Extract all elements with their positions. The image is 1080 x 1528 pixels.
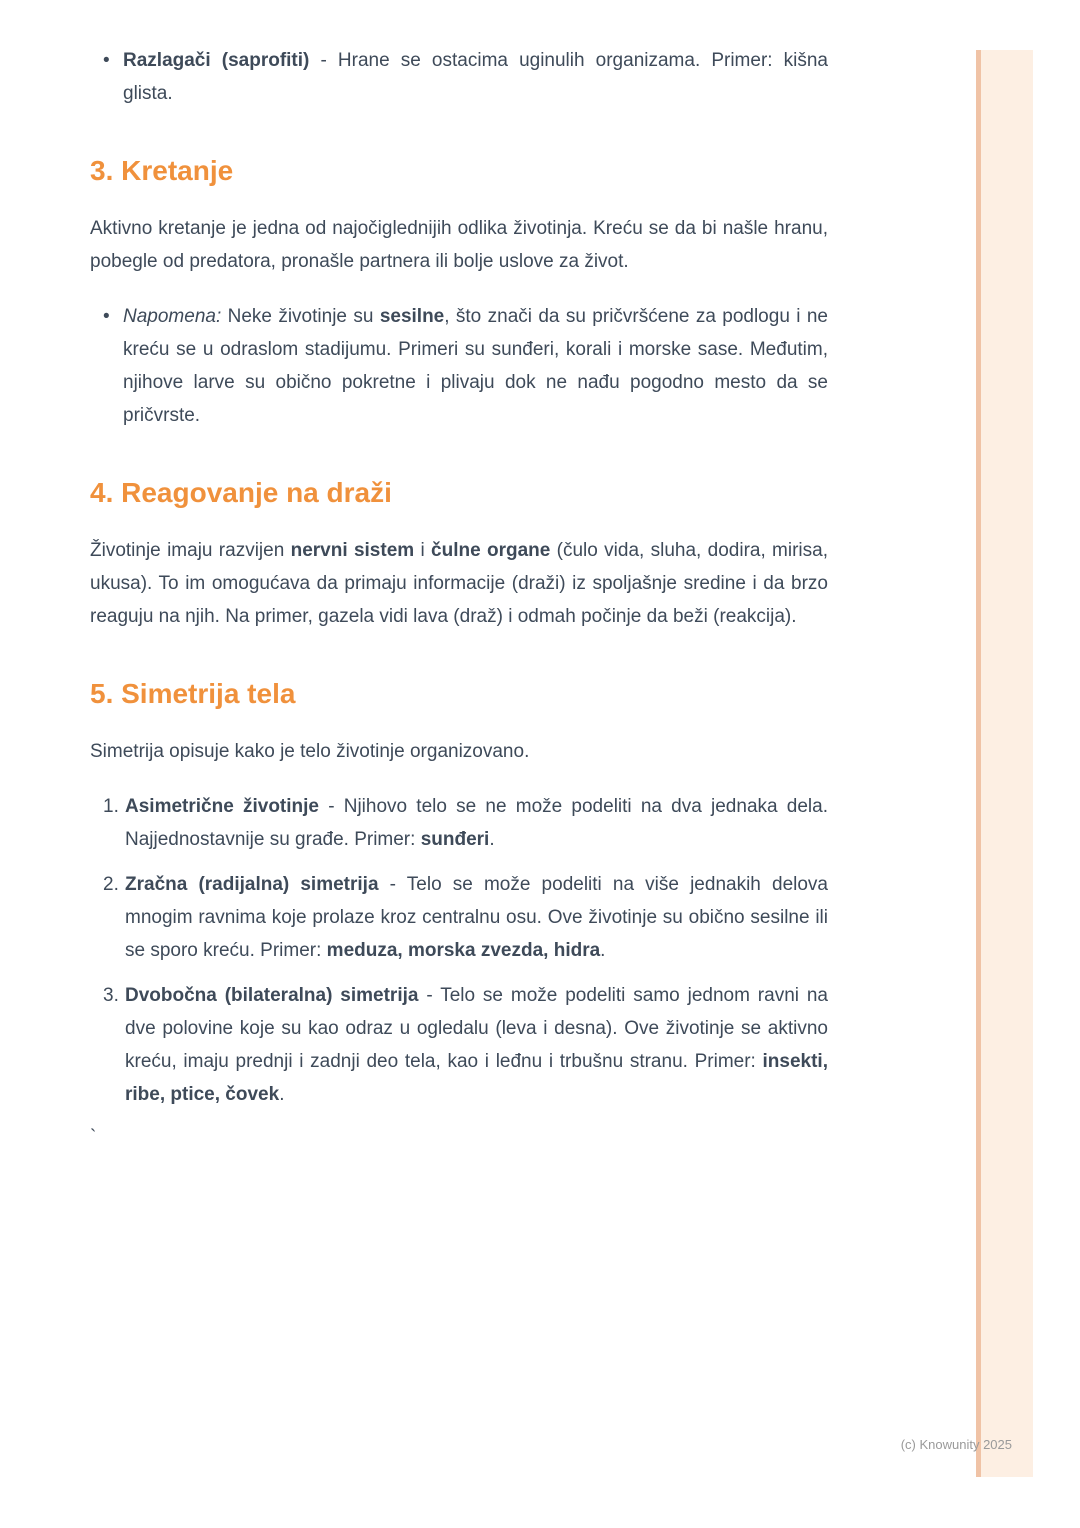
item-number: 1. bbox=[103, 796, 119, 817]
symmetry-item-dvobocna bbox=[90, 979, 828, 1111]
paragraph-kretanje: Aktivno kretanje je jedna od najočiglednijih odlika životinja. Kreću se da bi našle hranu, pobegle od predatora, pronašle partnera ili bolje uslove za život. bbox=[90, 218, 828, 272]
notes-content bbox=[90, 44, 828, 1154]
term-sesilne: sesilne bbox=[379, 306, 445, 327]
term-nervni-sistem: nervni sistem bbox=[290, 540, 415, 561]
bullet-list-napomena bbox=[90, 300, 828, 432]
text-napomena-1: Neke životinje su bbox=[221, 306, 380, 327]
heading-reagovanje-na-drazi: 4. Reagovanje na draži bbox=[90, 477, 392, 508]
example-dvobocna: insekti, ribe, ptice, čovek bbox=[125, 1051, 828, 1105]
term-asimetricne: Asimetrične životinje bbox=[125, 796, 319, 817]
text-reagovanje-2: i bbox=[414, 540, 432, 561]
heading-kretanje: 3. Kretanje bbox=[90, 155, 234, 186]
symmetry-numbered-list bbox=[90, 790, 828, 1111]
bullet-icon: • bbox=[103, 50, 110, 71]
bullet-list-razlagaci bbox=[90, 44, 828, 110]
text-razlagaci: - Hrane se ostacima uginulih organizama. Primer: kišna glista. bbox=[123, 50, 829, 104]
text-reagovanje-1: Životinje imaju razvijen bbox=[90, 540, 291, 561]
stray-backtick-char: ` bbox=[90, 1127, 97, 1148]
example-asimetricne: sunđeri bbox=[420, 829, 490, 850]
item-number: 3. bbox=[103, 985, 119, 1006]
term-dvobocna: Dvobočna (bilateralna) simetrija bbox=[125, 985, 419, 1006]
heading-simetrija-tela: 5. Simetrija tela bbox=[90, 678, 296, 709]
text-dvobocna: - Telo se može podeliti samo jednom ravni na dve polovine koje su kao odraz u ogledalu (leva i desna). Ove životinje se aktivno kreću, imaju prednji i zadnji deo tela, kao i leđnu i trbušnu stranu. Primer: bbox=[125, 985, 829, 1072]
paragraph-reagovanje bbox=[90, 534, 828, 633]
symmetry-item-asimetricne bbox=[90, 790, 828, 856]
text-zracna-end: . bbox=[600, 940, 606, 961]
text-zracna: - Telo se može podeliti na više jednakih delova mnogim ravnima koje prolaze kroz centralnu osu. Ove životinje su obično sesilne ili se sporo kreću. Primer: bbox=[125, 874, 828, 961]
text-napomena-2: , što znači da su pričvršćene za podlogu i ne kreću se u odraslom stadijumu. Primeri su sunđeri, korali i morske sase. Međutim, njihove larve su obično pokretne i plivaju dok ne nađu pogodno mesto da se pričvrste. bbox=[123, 306, 828, 426]
copyright-watermark: (c) Knowunity 2025 bbox=[900, 1437, 1012, 1452]
text-asimetricne: - Njihovo telo se ne može podeliti na dva jednaka dela. Najjednostavnije su građe. Primer: bbox=[125, 796, 828, 850]
text-dvobocna-end: . bbox=[279, 1084, 285, 1105]
text-reagovanje-3: (čulo vida, sluha, dodira, mirisa, ukusa). To im omogućava da primaju informacije (draži) iz spoljašnje sredine i da brzo reaguju na njih. Na primer, gazela vidi lava (draž) i odmah počinje da beži (reakcija). bbox=[90, 540, 829, 627]
symmetry-item-zracna bbox=[90, 868, 828, 967]
page-margin-strip bbox=[976, 50, 1033, 1477]
label-napomena: Napomena: bbox=[123, 306, 222, 327]
bullet-icon: • bbox=[103, 306, 110, 327]
term-zracna: Zračna (radijalna) simetrija bbox=[125, 874, 379, 895]
paragraph-simetrija: Simetrija opisuje kako je telo životinje organizovano. bbox=[90, 741, 530, 762]
term-culne-organe: čulne organe bbox=[431, 540, 551, 561]
term-razlagaci: Razlagači (saprofiti) bbox=[123, 50, 310, 71]
example-zracna: meduza, morska zvezda, hidra bbox=[326, 940, 601, 961]
text-asimetricne-end: . bbox=[489, 829, 495, 850]
bullet-item-razlagaci bbox=[90, 44, 828, 110]
item-number: 2. bbox=[103, 874, 119, 895]
bullet-item-napomena bbox=[90, 300, 828, 432]
